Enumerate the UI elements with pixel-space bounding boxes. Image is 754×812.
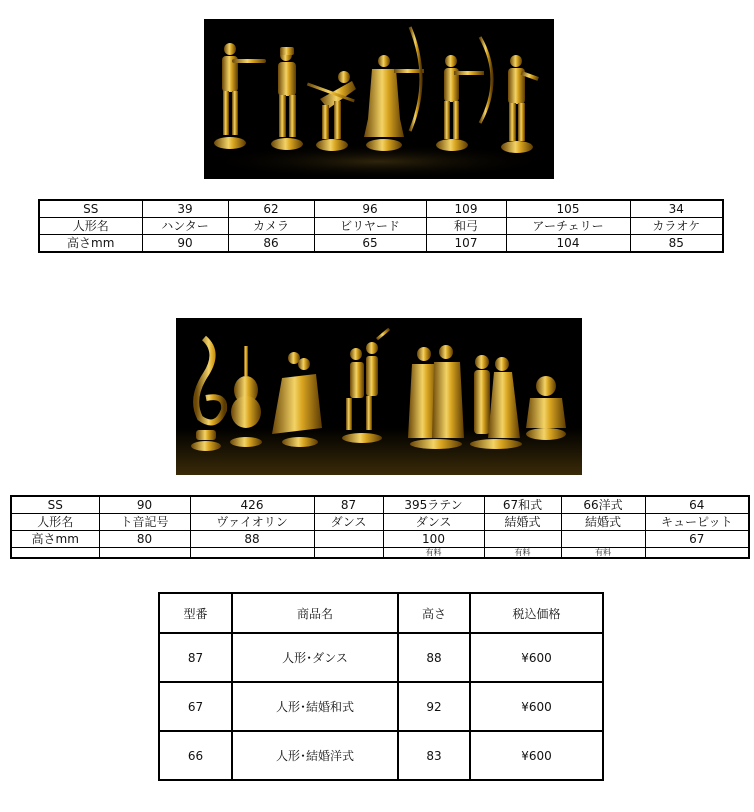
table1-cell: 86 [228, 235, 314, 253]
table3-header-cell: 型番 [159, 593, 232, 633]
table1-cell: アーチェリー [506, 218, 630, 235]
gold-figures-image-2 [176, 318, 582, 475]
table3-cell: 66 [159, 731, 232, 780]
photo-dance-wedding-figures [176, 318, 582, 475]
table2-cell: 人形名 [11, 514, 99, 531]
table1-cell: 65 [314, 235, 426, 253]
table1-cell: 人形名 [39, 218, 142, 235]
table1-cell: 109 [426, 200, 506, 218]
table3-header-cell: 商品名 [232, 593, 398, 633]
table2-cell: 結婚式 [561, 514, 645, 531]
table2-cell: ヴァイオリン [190, 514, 314, 531]
table2-cell: 100 [383, 531, 484, 548]
figure-spec-table-1 [38, 199, 724, 253]
table3-row [159, 731, 603, 780]
table3-cell: 人形･結婚洋式 [232, 731, 398, 780]
table3-cell: 92 [398, 682, 470, 731]
table2-cell: SS [11, 496, 99, 514]
table3-header-cell: 税込価格 [470, 593, 603, 633]
table2-cell: ト音記号 [99, 514, 190, 531]
table1-cell: SS [39, 200, 142, 218]
table3-cell: 88 [398, 633, 470, 682]
table3-body [159, 593, 603, 780]
table1-cell: 34 [630, 200, 723, 218]
table3-cell: ¥600 [470, 682, 603, 731]
table2-cell: 87 [314, 496, 383, 514]
figure-spec-table-2 [10, 495, 750, 559]
table1-row [39, 235, 723, 253]
table2-cell [484, 531, 561, 548]
table1-cell: 62 [228, 200, 314, 218]
table1-cell: 和弓 [426, 218, 506, 235]
table2-row [11, 531, 749, 548]
table3-header-row [159, 593, 603, 633]
table2-row [11, 514, 749, 531]
table1-cell: 105 [506, 200, 630, 218]
table1-cell: 96 [314, 200, 426, 218]
table2-cell: 高さmm [11, 531, 99, 548]
table3-cell: 83 [398, 731, 470, 780]
table2-row [11, 496, 749, 514]
table2-cell: 88 [190, 531, 314, 548]
table2-cell: ダンス [314, 514, 383, 531]
table3-header-cell: 高さ [398, 593, 470, 633]
table3-cell: 人形･結婚和式 [232, 682, 398, 731]
table1-cell: 107 [426, 235, 506, 253]
table1-cell: 104 [506, 235, 630, 253]
table3-cell: 人形･ダンス [232, 633, 398, 682]
table3-row [159, 633, 603, 682]
table2-cell [645, 548, 749, 559]
gold-figures-image [204, 19, 554, 179]
table1-cell: 高さmm [39, 235, 142, 253]
table1-cell: 39 [142, 200, 228, 218]
table2-cell: 有料 [484, 548, 561, 559]
table2-cell [99, 548, 190, 559]
product-price-table [158, 592, 604, 781]
table2-cell: ダンス [383, 514, 484, 531]
table1-cell: カラオケ [630, 218, 723, 235]
table2-cell [314, 531, 383, 548]
table1-cell: 90 [142, 235, 228, 253]
table3-cell: 87 [159, 633, 232, 682]
table2-cell [11, 548, 99, 559]
table2-cell [314, 548, 383, 559]
table2-cell: 426 [190, 496, 314, 514]
table3-cell: ¥600 [470, 633, 603, 682]
table2-cell: 67和式 [484, 496, 561, 514]
table2-cell: 67 [645, 531, 749, 548]
table3-cell: ¥600 [470, 731, 603, 780]
table1-cell: カメラ [228, 218, 314, 235]
table1-cell: ハンター [142, 218, 228, 235]
table2-cell [190, 548, 314, 559]
table1-cell: 85 [630, 235, 723, 253]
table1-row [39, 200, 723, 218]
table2-body [11, 496, 749, 558]
table1-row [39, 218, 723, 235]
table1-body [39, 200, 723, 252]
photo-sports-figures [204, 19, 554, 179]
table2-cell: 395ラテン [383, 496, 484, 514]
table2-cell: 有料 [561, 548, 645, 559]
table2-row [11, 548, 749, 559]
table2-cell: 80 [99, 531, 190, 548]
table2-cell: キューピット [645, 514, 749, 531]
table1-cell: ビリヤード [314, 218, 426, 235]
table2-cell: 有料 [383, 548, 484, 559]
table2-cell: 結婚式 [484, 514, 561, 531]
table2-cell [561, 531, 645, 548]
table2-cell: 66洋式 [561, 496, 645, 514]
table3-cell: 67 [159, 682, 232, 731]
table2-cell: 64 [645, 496, 749, 514]
table2-cell: 90 [99, 496, 190, 514]
table3-row [159, 682, 603, 731]
